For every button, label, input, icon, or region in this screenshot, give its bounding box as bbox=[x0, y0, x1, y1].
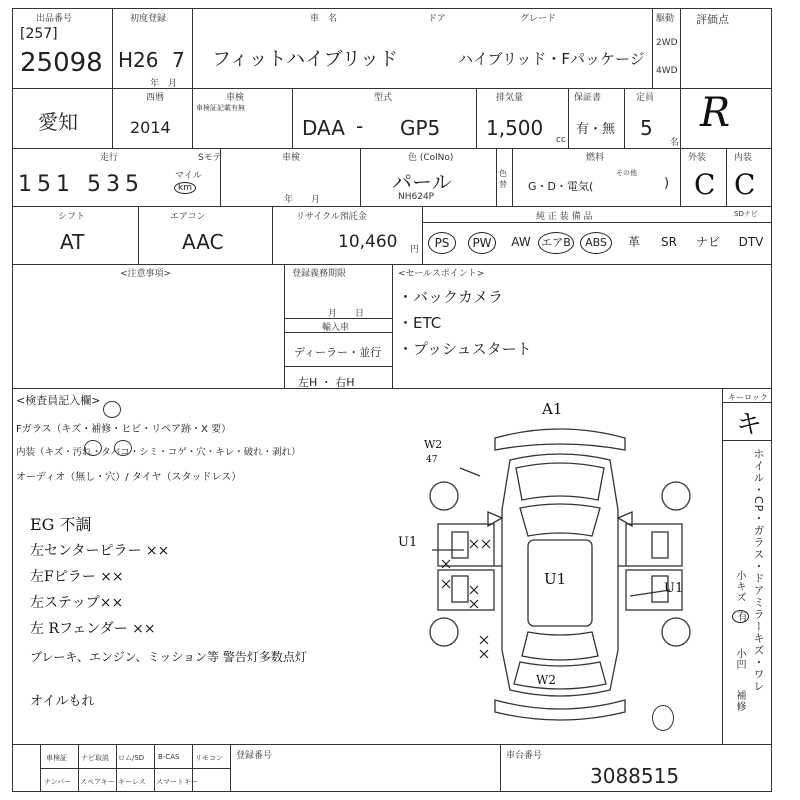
first-reg-label: 初度登録 bbox=[130, 14, 167, 24]
warranty-label: 保証書 bbox=[574, 93, 602, 103]
keyless-label: キーロック bbox=[728, 393, 768, 402]
score-label: 評価点 bbox=[696, 13, 729, 26]
footer-label: ロム/SD bbox=[118, 754, 145, 762]
drive-4wd: 4WD bbox=[656, 66, 678, 76]
col-divider bbox=[568, 88, 569, 148]
handwritten-note: 左センターピラー ×× bbox=[30, 543, 170, 559]
lot-label: 出品番号 bbox=[36, 14, 73, 24]
footer-label: ナビ取説 bbox=[81, 754, 109, 762]
col-divider bbox=[726, 148, 727, 206]
lot-number: 25098 bbox=[20, 48, 103, 78]
row-divider bbox=[12, 206, 772, 207]
keyless-value: キ bbox=[736, 410, 763, 440]
col-divider bbox=[112, 88, 113, 148]
color-label: 色 (ColNo) bbox=[408, 153, 454, 163]
footer-label: ナンバー bbox=[44, 778, 72, 786]
equipment-airbag: エアB bbox=[538, 232, 574, 254]
sub-divider bbox=[40, 768, 230, 769]
shift: AT bbox=[60, 230, 85, 254]
equipment-navi: ナビ bbox=[695, 235, 720, 249]
equipment-aw: AW bbox=[511, 235, 531, 249]
model: GP5 bbox=[400, 116, 441, 140]
mileage: 151 535 bbox=[18, 172, 144, 197]
handwritten-note: EG 不調 bbox=[30, 515, 92, 534]
import-label: 輸入車 bbox=[322, 323, 350, 333]
col-divider bbox=[154, 744, 155, 792]
interior-label: 内装 bbox=[734, 153, 753, 163]
footer-label: スペアキー bbox=[80, 778, 115, 786]
hole-mark bbox=[652, 705, 674, 731]
sales-label: <セールスポイント> bbox=[398, 269, 485, 279]
row-divider bbox=[12, 744, 772, 745]
capacity-label: 定員 bbox=[636, 93, 655, 103]
location: 愛知 bbox=[38, 110, 78, 134]
capacity-unit: 名 bbox=[670, 138, 680, 148]
sales-point: ・ETC bbox=[398, 314, 442, 332]
exterior-grade: C bbox=[694, 168, 716, 201]
handwritten-note: 左Fピラー ×× bbox=[30, 569, 124, 585]
color-change-label: 色替 bbox=[499, 169, 507, 189]
recycle-label: リサイクル預託金 bbox=[296, 212, 367, 222]
col-divider bbox=[392, 264, 393, 388]
footer-label: B-CAS bbox=[158, 753, 180, 761]
year-label: 西暦 bbox=[146, 93, 165, 103]
col-divider bbox=[192, 88, 193, 148]
registration-units: 月 日 bbox=[328, 309, 365, 319]
col-divider bbox=[272, 206, 273, 264]
warranty: 有・無 bbox=[576, 122, 616, 137]
equipment-tag: SDナビ bbox=[734, 210, 758, 218]
shift-label: シフト bbox=[58, 212, 86, 222]
col-divider bbox=[138, 206, 139, 264]
car-name: フィットハイブリッド bbox=[212, 48, 399, 70]
col-divider bbox=[192, 8, 193, 88]
mileage-sub: Sモデ bbox=[198, 153, 222, 163]
car-damage-diagram bbox=[398, 400, 720, 740]
displacement-unit: cc bbox=[556, 135, 566, 145]
score: R bbox=[700, 90, 731, 136]
notes-label: <注意事項> bbox=[120, 269, 172, 279]
color: パール bbox=[392, 170, 452, 194]
handwritten-note: 左 Rフェンダー ×× bbox=[30, 621, 156, 637]
first-reg-units: 年 月 bbox=[150, 79, 178, 89]
col-divider bbox=[476, 88, 477, 148]
equipment-dtv: DTV bbox=[738, 235, 764, 249]
col-divider bbox=[360, 148, 361, 206]
damage-mark: U1 bbox=[664, 581, 684, 596]
color-code: NH624P bbox=[398, 192, 435, 202]
ac-label: エアコン bbox=[170, 212, 206, 222]
mileage-unit: マイル bbox=[175, 171, 202, 181]
first-reg-era: H26 bbox=[118, 48, 159, 72]
displacement: 1,500 bbox=[486, 116, 544, 140]
first-reg-month: 7 bbox=[172, 48, 185, 72]
mileage-km: km bbox=[174, 182, 196, 194]
inspection-label-2: 車検 bbox=[282, 153, 301, 163]
damage-mark: W2 bbox=[424, 438, 443, 451]
inspector-label: <検査員記入欄> bbox=[16, 394, 101, 407]
damage-mark: U1 bbox=[544, 570, 567, 588]
equipment-pw: PW bbox=[468, 232, 496, 254]
vehicle-number-label: 登録番号 bbox=[236, 751, 273, 761]
col-divider bbox=[652, 8, 653, 88]
col-divider bbox=[624, 88, 625, 148]
footer-label: スマートキー bbox=[156, 778, 198, 786]
recycle: 10,460 bbox=[338, 232, 398, 252]
door-label: ドア bbox=[428, 14, 446, 24]
col-divider bbox=[78, 744, 79, 792]
handwritten-note: 左ステップ×× bbox=[30, 595, 124, 611]
fuel-other: その他 bbox=[616, 169, 637, 177]
fuel: G・D・電気( bbox=[528, 180, 594, 193]
equipment-sr: SR bbox=[661, 235, 677, 249]
col-divider bbox=[496, 148, 497, 206]
equipment-header-line bbox=[422, 222, 772, 223]
footer-label: リモコン bbox=[195, 754, 223, 762]
col-divider bbox=[422, 206, 423, 264]
row-divider bbox=[12, 88, 772, 89]
col-divider bbox=[284, 264, 285, 388]
grade: ハイブリッド・Fパッケージ bbox=[458, 50, 645, 68]
col-divider bbox=[112, 8, 113, 88]
damage-note: 47 bbox=[426, 455, 438, 465]
col-divider bbox=[722, 388, 723, 744]
mileage-label: 走行 bbox=[100, 153, 119, 163]
model-prefix: DAA bbox=[302, 116, 345, 140]
circle-mark bbox=[84, 440, 102, 456]
equipment-label: 純 正 装 備 品 bbox=[536, 212, 593, 222]
steering: 左H ・ 右H bbox=[298, 376, 355, 389]
recycle-unit: 円 bbox=[410, 245, 420, 255]
col-divider bbox=[512, 148, 513, 206]
drive-label: 駆動 bbox=[656, 14, 675, 24]
car-name-label: 車 名 bbox=[310, 14, 338, 24]
side-legend: ホイル・CP・ガラス・ドアミラーキズ・ワレ bbox=[752, 448, 765, 693]
ac: AAC bbox=[182, 230, 224, 254]
interior-grade: C bbox=[734, 168, 756, 201]
equipment-ps: PS bbox=[428, 232, 456, 254]
col-divider bbox=[500, 744, 501, 792]
col-divider bbox=[116, 744, 117, 792]
drive-2wd: 2WD bbox=[656, 38, 678, 48]
displacement-label: 排気量 bbox=[496, 93, 524, 103]
inspector-line-audio: オーディオ（無し・穴）/ タイヤ（スタッドレス） bbox=[16, 472, 242, 483]
col-divider bbox=[680, 8, 681, 206]
exterior-label: 外装 bbox=[688, 153, 707, 163]
sales-point: ・バックカメラ bbox=[398, 288, 504, 306]
chassis-label: 車台番号 bbox=[506, 751, 543, 761]
registration-label: 登録義務期限 bbox=[292, 269, 347, 279]
row-divider bbox=[12, 148, 772, 149]
grade-label: グレード bbox=[520, 14, 557, 24]
sub-divider bbox=[284, 366, 392, 367]
damage-mark: A1 bbox=[542, 400, 563, 418]
damage-mark: U1 bbox=[398, 535, 418, 550]
row-divider bbox=[12, 388, 772, 389]
lot-bracket: [257] bbox=[20, 26, 58, 42]
inspection-sub: 車検証記載有無 bbox=[196, 104, 245, 112]
handwritten-note: オイルもれ bbox=[30, 694, 95, 709]
capacity: 5 bbox=[640, 116, 653, 140]
handwritten-note: ブレーキ、エンジン、ミッション等 警告灯多数点灯 bbox=[30, 650, 307, 664]
model-label: 型式 bbox=[374, 93, 393, 103]
damage-mark: W2 bbox=[536, 673, 556, 687]
col-divider bbox=[230, 744, 231, 792]
inspector-line-glass: Fガラス（キズ・補修・ヒビ・リペア跡・X 要） bbox=[16, 424, 232, 435]
year: 2014 bbox=[130, 118, 171, 137]
side-circled: 有 bbox=[732, 610, 749, 623]
fuel-close: ) bbox=[664, 176, 670, 191]
equipment-abs: ABS bbox=[580, 232, 612, 254]
dealer: ディーラー・並行 bbox=[294, 346, 382, 359]
side-circled: 補修 bbox=[734, 690, 745, 712]
equipment-leather: 革 bbox=[627, 235, 640, 249]
inspection-units: 年 月 bbox=[284, 195, 321, 205]
circle-mark bbox=[103, 401, 121, 418]
chassis-number: 3088515 bbox=[590, 764, 680, 788]
inspector-line-interior: 内装（キズ・汚れ・タバコ・シミ・コゲ・穴・キレ・破れ・剥れ） bbox=[16, 447, 301, 458]
footer-label: キーレス bbox=[118, 778, 146, 786]
circle-mark bbox=[114, 440, 132, 456]
side-circled: 小キズ bbox=[734, 570, 745, 603]
footer-label: 車検証 bbox=[46, 754, 67, 762]
inspection-label: 車検 bbox=[226, 93, 245, 103]
model-dash: - bbox=[356, 114, 364, 138]
fuel-label: 燃料 bbox=[586, 153, 605, 163]
side-circled: 小凹 bbox=[734, 648, 745, 670]
col-divider bbox=[292, 88, 293, 148]
sales-point: ・プッシュスタート bbox=[398, 340, 532, 358]
